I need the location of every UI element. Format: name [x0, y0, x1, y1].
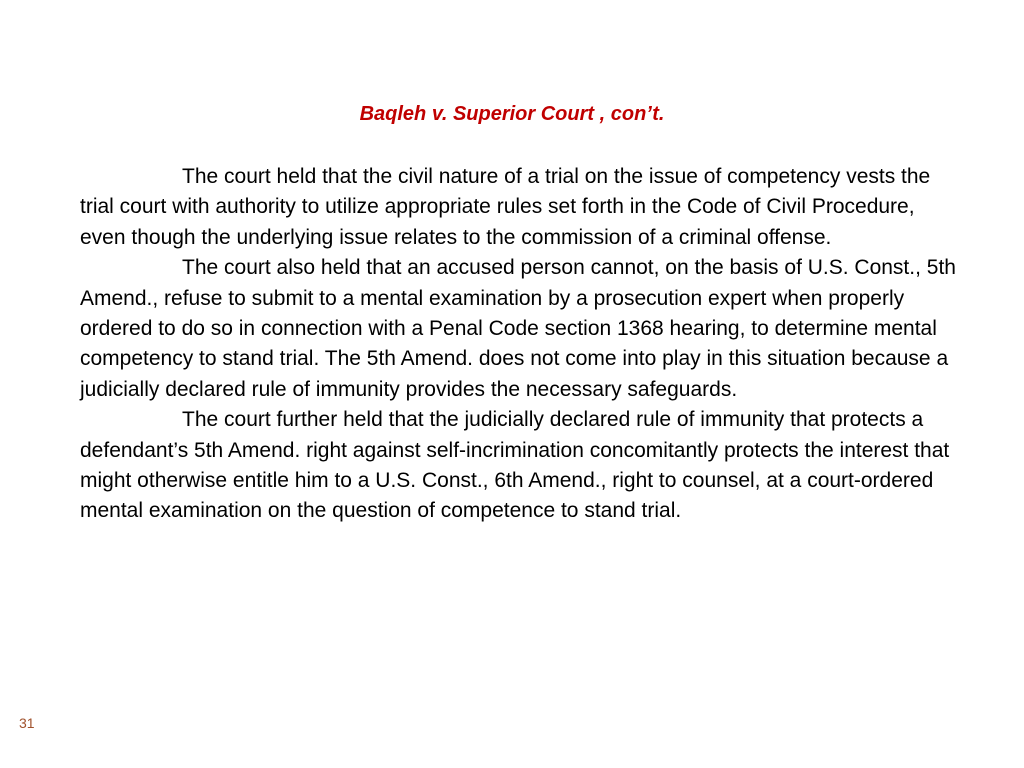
paragraph-text: The court held that the civil nature of a trial on the issue of competency vests the trial court with authority to utilize appropriate rules set forth in the Code of Civil Procedure, even though the underlying issue relates to the commission of a criminal offense.: [80, 165, 931, 249]
page-number: 31: [19, 715, 35, 731]
paragraph-right-to-counsel: [80, 405, 960, 527]
paragraph-text: The court also held that an accused person cannot, on the basis of U.S. Const., 5th Amend., refuse to submit to a mental examination by a prosecution expert when properly ordered to do so in connection with a Penal Code section 1368 hearing, to determine mental competency to stand trial. The 5th Amend. does not come into play in this situation because a judicially declared rule of immunity provides the necessary safeguards.: [80, 256, 956, 401]
slide-body: [80, 162, 960, 527]
slide-title: Baqleh v. Superior Court , con’t.: [359, 103, 665, 125]
paragraph-civil-nature: [80, 162, 960, 253]
paragraph-text: The court further held that the judicially declared rule of immunity that protects a defendant’s 5th Amend. right against self-incrimination concomitantly protects the interest that might otherwise entitle him to a U.S. Const., 6th Amend., right to counsel, at a court-ordered mental examination on the question of competence to stand trial.: [80, 408, 950, 523]
paragraph-mental-examination: [80, 253, 960, 405]
